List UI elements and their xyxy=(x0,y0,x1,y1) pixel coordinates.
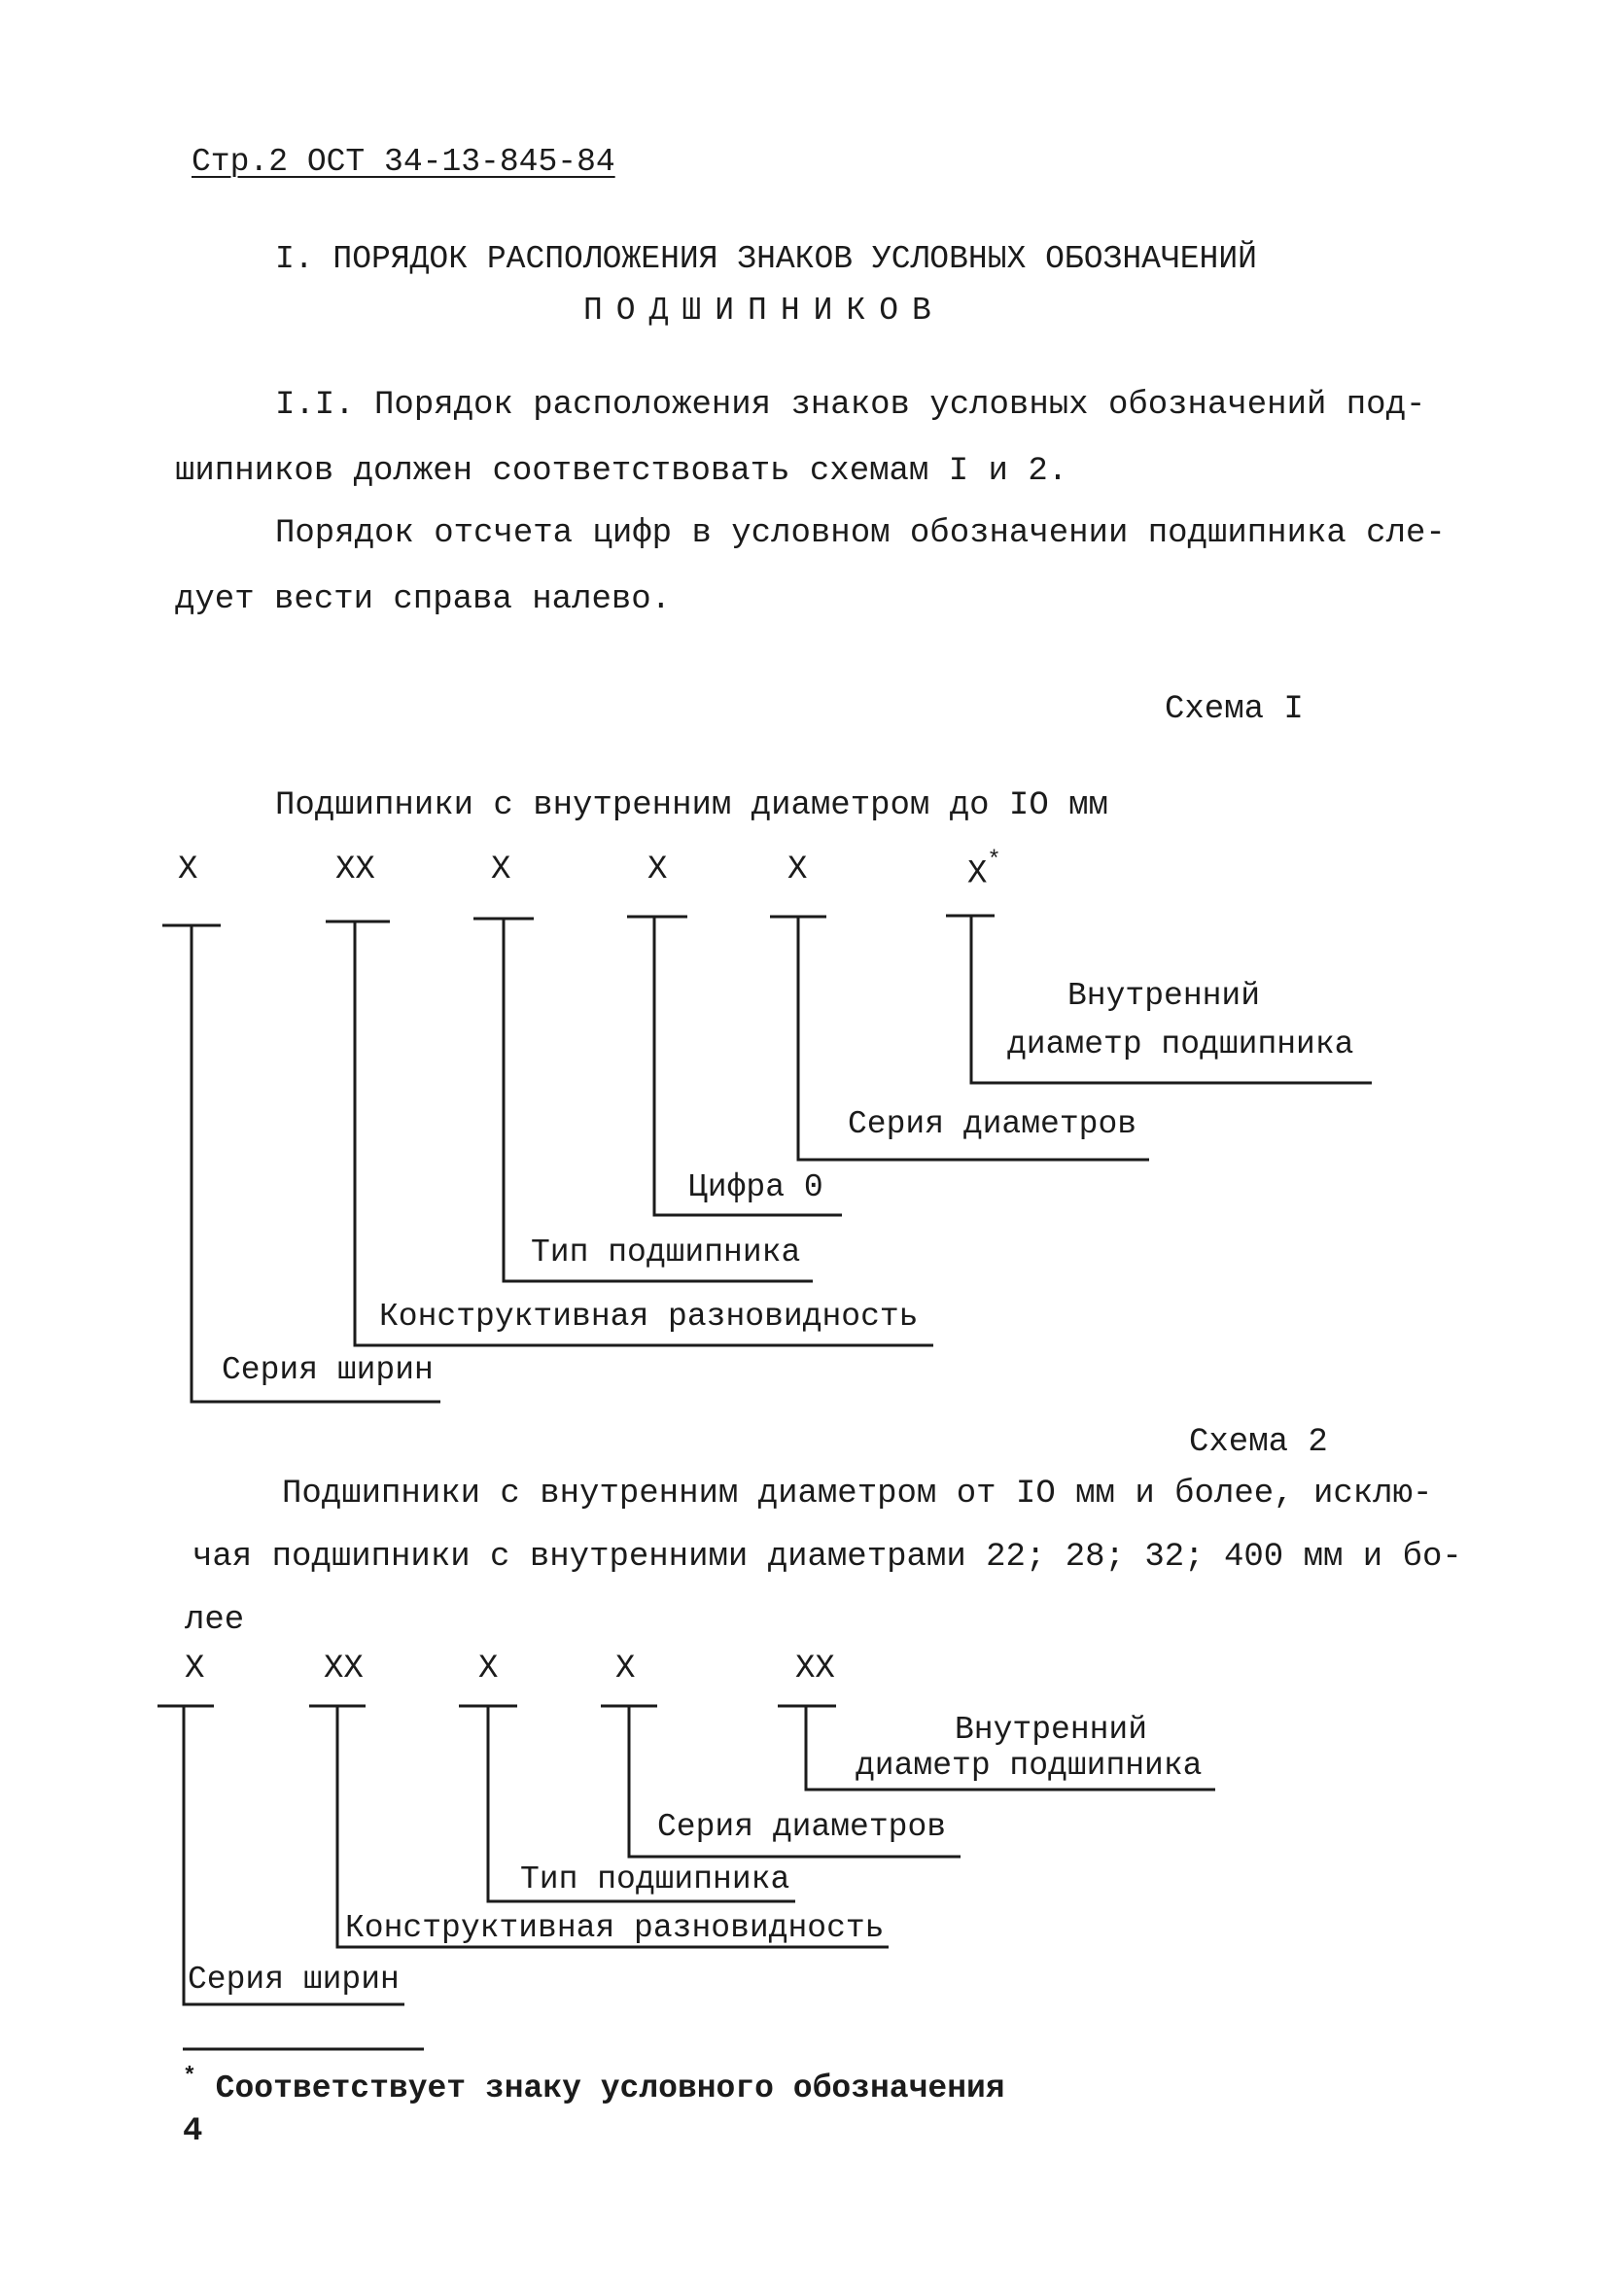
scheme-2-caption-line1: Подшипники с внутренним диаметром от IO мм и более, исклю- xyxy=(282,1476,1433,1513)
scheme-2-label-inner-diameter-1: Внутренний xyxy=(955,1712,1148,1748)
bracket-digit-zero xyxy=(627,917,842,1215)
paragraph-1-line2: шипников должен соответствовать схемам I и 2. xyxy=(175,453,1068,490)
scheme-1-label-width-series: Серия ширин xyxy=(222,1352,434,1388)
scheme-1-symbol-with-footnote: X* xyxy=(967,848,1001,893)
scheme-2-title: Схема 2 xyxy=(1189,1424,1328,1461)
scheme-1-symbol: X xyxy=(178,852,198,888)
scheme-1-symbol: X xyxy=(787,852,808,888)
scheme-2-symbol: X xyxy=(185,1651,205,1687)
bracket-diameter-series xyxy=(601,1706,961,1857)
page-header: Стр.2 ОСТ 34-13-845-84 xyxy=(192,144,615,180)
bracket-bearing-type xyxy=(459,1706,795,1901)
bracket-diameter-series xyxy=(770,917,1149,1160)
scheme-2-symbol: X xyxy=(615,1651,636,1687)
scheme-2-label-bearing-type: Тип подшипника xyxy=(520,1861,790,1897)
scheme-1-label-digit-zero: Цифра 0 xyxy=(688,1169,823,1205)
scheme-1-label-bearing-type: Тип подшипника xyxy=(531,1235,801,1270)
scheme-1-symbol: X xyxy=(647,852,668,888)
scheme-1-title: Схема I xyxy=(1165,691,1304,728)
scheme-2-symbol: XX xyxy=(795,1651,835,1687)
scheme-1-label-inner-diameter-1: Внутренний xyxy=(1067,978,1261,1014)
scheme-1-brackets xyxy=(162,916,1372,1402)
scheme-1-label-design-variant: Конструктивная разновидность xyxy=(379,1299,919,1335)
scheme-2-caption-line3: лее xyxy=(185,1602,245,1639)
scheme-1-caption: Подшипники с внутренним диаметром до IO мм xyxy=(275,787,1108,824)
section-title-line1: I. ПОРЯДОК РАСПОЛОЖЕНИЯ ЗНАКОВ УСЛОВНЫХ ОБОЗНАЧЕНИЙ xyxy=(275,241,1257,277)
scheme-1-label-inner-diameter-2: диаметр подшипника xyxy=(1007,1026,1354,1062)
footnote-mark: * xyxy=(183,2063,196,2089)
scheme-2-symbol: X xyxy=(478,1651,499,1687)
scheme-1-symbol: X xyxy=(491,852,511,888)
paragraph-2-line1: Порядок отсчета цифр в условном обозначении подшипника сле- xyxy=(275,515,1446,552)
paragraph-2-line2: дует вести справа налево. xyxy=(175,581,672,618)
footnote-mark: * xyxy=(987,848,1001,875)
scheme-2-brackets xyxy=(157,1706,1215,2004)
bracket-width-series xyxy=(162,925,440,1402)
bracket-inner-diameter xyxy=(946,916,1372,1083)
scheme-2-label-width-series: Серия ширин xyxy=(188,1962,400,1998)
bracket-bearing-type xyxy=(473,919,813,1281)
scheme-1-symbol: XX xyxy=(335,852,375,888)
scheme-2-label-design-variant: Конструктивная разновидность xyxy=(345,1910,885,1946)
bracket-design-variant xyxy=(309,1706,889,1947)
bracket-inner-diameter xyxy=(778,1706,1215,1790)
scheme-2-caption-line2: чая подшипники с внутренними диаметрами 22; 28; 32; 400 мм и бо- xyxy=(192,1539,1462,1576)
scheme-2-label-inner-diameter-2: диаметр подшипника xyxy=(856,1748,1203,1784)
page-number: 4 xyxy=(183,2113,203,2150)
bracket-width-series xyxy=(157,1706,404,2004)
scheme-2-symbol: XX xyxy=(324,1651,364,1687)
scheme-1-label-diameter-series: Серия диаметров xyxy=(848,1106,1137,1142)
section-title-line2: ПОДШИПНИКОВ xyxy=(583,293,945,329)
paragraph-1-line1: I.I. Порядок расположения знаков условных обозначений под- xyxy=(275,387,1426,424)
footnote-text: Соответствует знаку условного обозначения xyxy=(215,2070,1005,2106)
scheme-2-label-diameter-series: Серия диаметров xyxy=(657,1809,947,1845)
